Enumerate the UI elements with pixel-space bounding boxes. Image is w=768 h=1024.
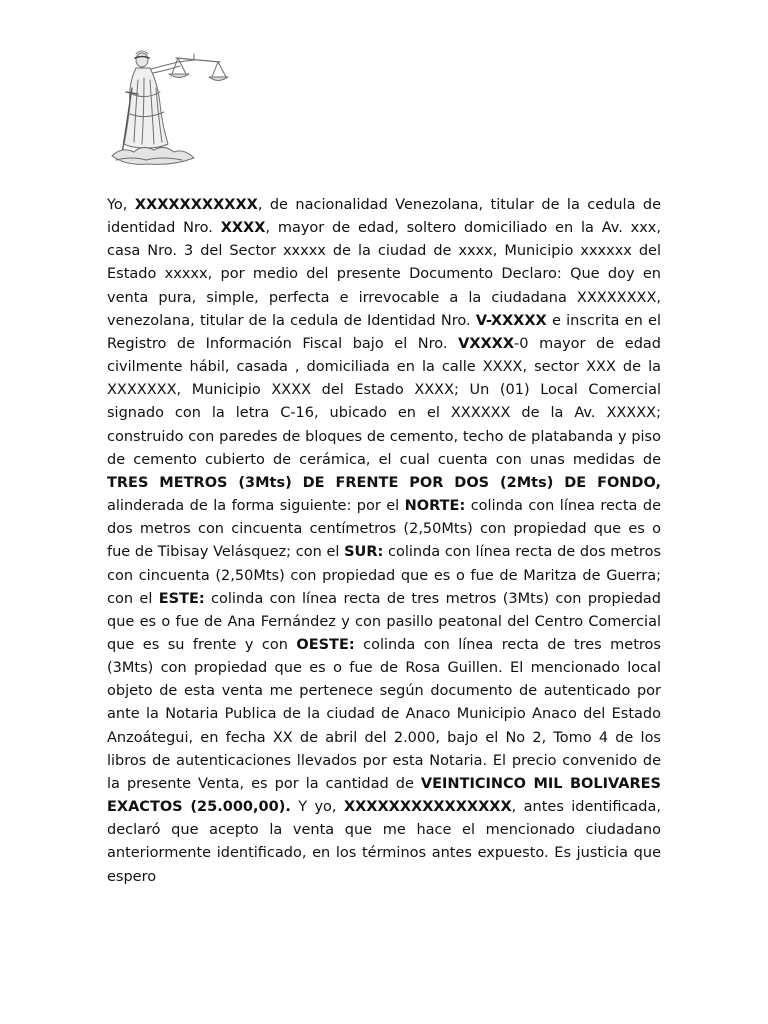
declaration-paragraph (107, 194, 661, 889)
text-run: colinda con línea recta de tres metros (3Mts) con propiedad que es o fue de Ana Fernández y con pasillo peatonal del Centro Comercial que es su frente y con (107, 590, 661, 653)
text-run: colinda con línea recta de dos metros con cincuenta (2,50Mts) con propiedad que es o fue de Maritza de Guerra; con el (107, 544, 661, 607)
text-run: Y yo, (290, 799, 344, 816)
bold-text-run: V-XXXXX (475, 312, 547, 329)
document-body (107, 194, 661, 889)
bold-text-run: SUR: (344, 544, 384, 561)
bold-text-run: VXXXX (458, 335, 515, 352)
bold-text-run: ESTE: (158, 590, 205, 607)
bold-text-run: TRES METROS (3Mts) DE FRENTE POR DOS (2Mts) DE FONDO, (107, 474, 661, 491)
text-run: Yo, (107, 197, 135, 213)
text-run: alinderada de la forma siguiente: por el (107, 498, 405, 515)
text-run: , antes identificada, declaró que acepto la venta que me hace el mencionado ciudadano anteriormente identificado, en los términos antes expuesto. Es justicia que espero (107, 799, 662, 885)
text-run: , de nacionalidad Venezolana, titular de la cedula de identidad Nro. (107, 197, 662, 237)
text-run: colinda con línea recta de tres metros (3Mts) con propiedad que es o fue de Rosa Guillen. El mencionado local objeto de esta venta me pertenece según documento de autenticado por ante la Notaria Publica de la ciudad de Anaco Municipio Anaco del Estado Anzoátegui, en fecha XX de abril del 2.000, bajo el No 2, Tomo 4 de los libros de autenticaciones llevados por esta Notaria. El precio convenido de la presente Venta, es por la cantidad de (107, 636, 661, 792)
bold-text-run: NORTE: (404, 498, 466, 515)
lady-justice-scales-icon (102, 44, 232, 174)
text-run: , mayor de edad, soltero domiciliado en la Av. xxx, casa Nro. 3 del Sector xxxxx de la ciudad de xxxx, Municipio xxxxxx del Estado xxxxx, por medio del presente Documento Declaro: Que doy en venta pura, simple, perfecta e irrevocable a la ciudadana XXXXXXXX, venezolana, titular de la cedula de Identidad Nro. (107, 220, 661, 329)
text-run: e inscrita en el Registro de Información Fiscal bajo el Nro. (107, 312, 661, 352)
bold-text-run: OESTE: (296, 636, 355, 653)
text-run: -0 mayor de edad civilmente hábil, casada , domiciliada en la calle XXXX, sector XXX de la XXXXXXX, Municipio XXXX del Estado XXXX; Un (01) Local Comercial signado con la letra C-16, ubicado en el XXXXXX de la Av. XXXXX; construido con paredes de bloques de cemento, techo de platabanda y piso de cemento cubierto de cerámica, el cual cuenta con unas medidas de (107, 335, 661, 468)
bold-text-run: XXXXXXXXXXX (134, 197, 258, 213)
text-run: colinda con línea recta de dos metros con cincuenta centímetros (2,50Mts) con propiedad que es o fue de Tibisay Velásquez; con el (107, 498, 661, 561)
bold-text-run: XXXX (220, 220, 266, 237)
bold-text-run: VEINTICINCO MIL BOLIVARES EXACTOS (25.000,00). (107, 775, 661, 816)
bold-text-run: XXXXXXXXXXXXXXX (343, 799, 512, 816)
